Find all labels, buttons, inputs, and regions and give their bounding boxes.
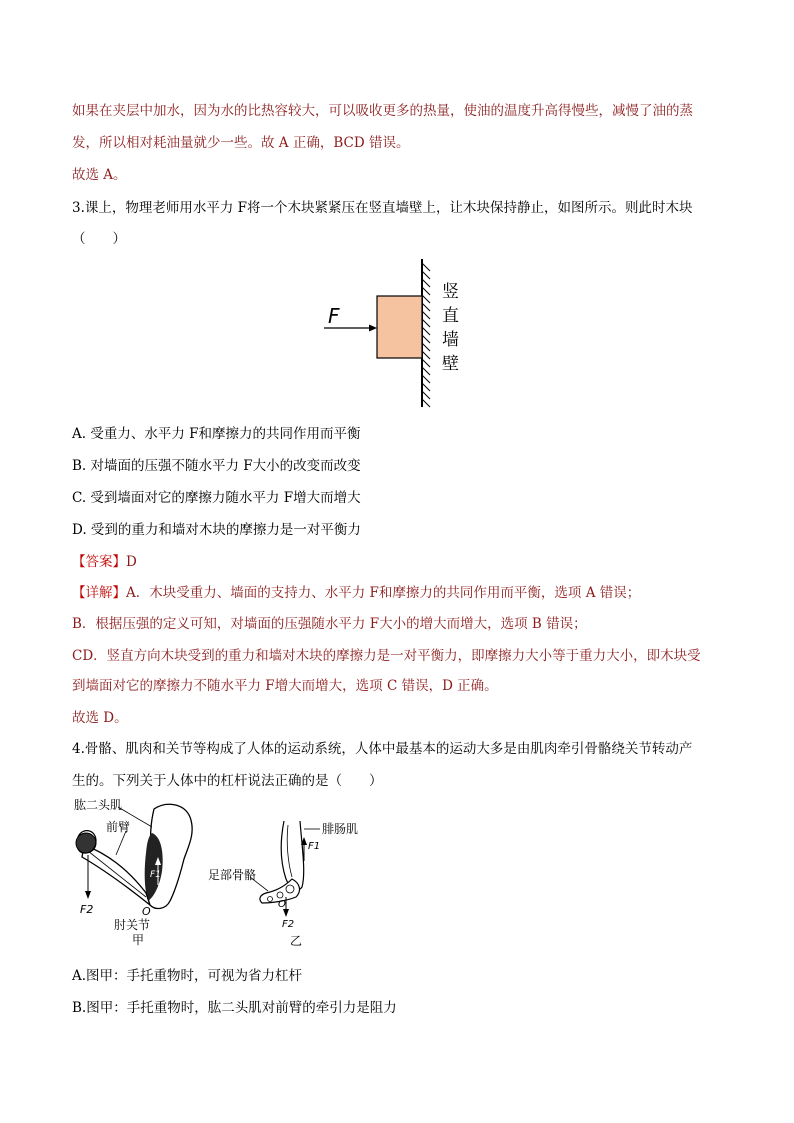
q3-option-a: A. 受重力、水平力 F和摩擦力的共同作用而平衡 — [72, 426, 361, 442]
q4-figure-arm — [66, 797, 206, 947]
answer-tag: 【答案】 — [72, 554, 126, 570]
foot-label-bone: 足部骨骼 — [208, 868, 257, 882]
q4-stem-line-1: 4.骨骼、肌肉和关节等构成了人体的运动系统，人体中最基本的运动大多是由肌肉牵引骨骼绕关节转动产 — [72, 741, 693, 757]
foot-f2-label: F2 — [282, 919, 295, 930]
foot-pivot-label: O — [278, 899, 286, 910]
arm-f2-label: F2 — [80, 903, 94, 916]
arm-pivot-label: O — [142, 905, 151, 918]
q3-stem-line-1: 3.课上，物理老师用水平力 F将一个木块紧紧压在竖直墙壁上，让木块保持静止，如图所示。则此时木块 — [72, 200, 693, 216]
explain-text-1: A．木块受重力、墙面的支持力、水平力 F和摩擦力的共同作用而平衡，选项 A 错误； — [126, 585, 641, 601]
wall-label-char-1: 竖 — [442, 282, 459, 302]
q4-option-b: B.图甲：手托重物时，肱二头肌对前臂的牵引力是阻力 — [72, 1000, 397, 1016]
arm-caption: 甲 — [132, 933, 145, 947]
q3-stem-line-2: （ ） — [72, 231, 126, 247]
q3-option-b: B. 对墙面的压强不随水平力 F大小的改变而改变 — [72, 458, 361, 474]
q4-figure-foot — [206, 817, 366, 949]
foot-f1-label: F1 — [308, 841, 321, 852]
arm-label-forearm: 前臂 — [106, 820, 131, 834]
foot-caption: 乙 — [290, 934, 303, 948]
prev-solution-line-1: 如果在夹层中加水，因为水的比热容较大，可以吸收更多的热量，使油的温度升高得慢些，减慢了油的蒸 — [72, 103, 693, 119]
wall-hatching — [422, 263, 430, 407]
answer-value: D — [126, 554, 137, 570]
arm-label-elbow: 肘关节 — [114, 918, 151, 932]
arm-f1-label: F1 — [150, 870, 161, 880]
wall-label-char-2: 直 — [442, 306, 459, 326]
q3-conclusion: 故选 D。 — [72, 710, 128, 726]
explain-tag: 【详解】 — [72, 585, 126, 601]
q3-figure-block-on-wall — [318, 255, 478, 415]
q3-explain-line-4: 到墙面对它的摩擦力不随水平力 F增大而增大，选项 C 错误，D 正确。 — [72, 678, 498, 694]
prev-solution-conclusion: 故选 A。 — [72, 167, 127, 183]
wall-label-char-4: 壁 — [442, 354, 459, 374]
q3-option-c: C. 受到墙面对它的摩擦力随水平力 F增大而增大 — [72, 490, 361, 506]
q3-option-d: D. 受到的重力和墙对木块的摩擦力是一对平衡力 — [72, 522, 361, 538]
q3-explain-line-1 — [72, 583, 640, 603]
force-arrowhead — [369, 325, 377, 332]
q3-answer — [72, 552, 137, 572]
q3-explain-line-2: B．根据压强的定义可知，对墙面的压强随水平力 F大小的增大而增大，选项 B 错误； — [72, 616, 587, 632]
q4-stem-line-2: 生的。下列关于人体中的杠杆说法正确的是（ ） — [72, 773, 383, 789]
q3-explain-line-3: CD．竖直方向木块受到的重力和墙对木块的摩擦力是一对平衡力，即摩擦力大小等于重力大小，即木块受 — [72, 648, 701, 664]
wall-label-char-3: 墙 — [442, 330, 459, 350]
wooden-block — [377, 296, 422, 358]
force-label: F — [328, 304, 340, 328]
foot-label-muscle: 腓肠肌 — [322, 822, 359, 836]
arm-label-biceps: 肱二头肌 — [74, 798, 123, 812]
q4-option-a: A.图甲：手托重物时，可视为省力杠杆 — [72, 968, 303, 984]
prev-solution-line-2: 发，所以相对耗油量就少一些。故 A 正确，BCD 错误。 — [72, 135, 410, 151]
